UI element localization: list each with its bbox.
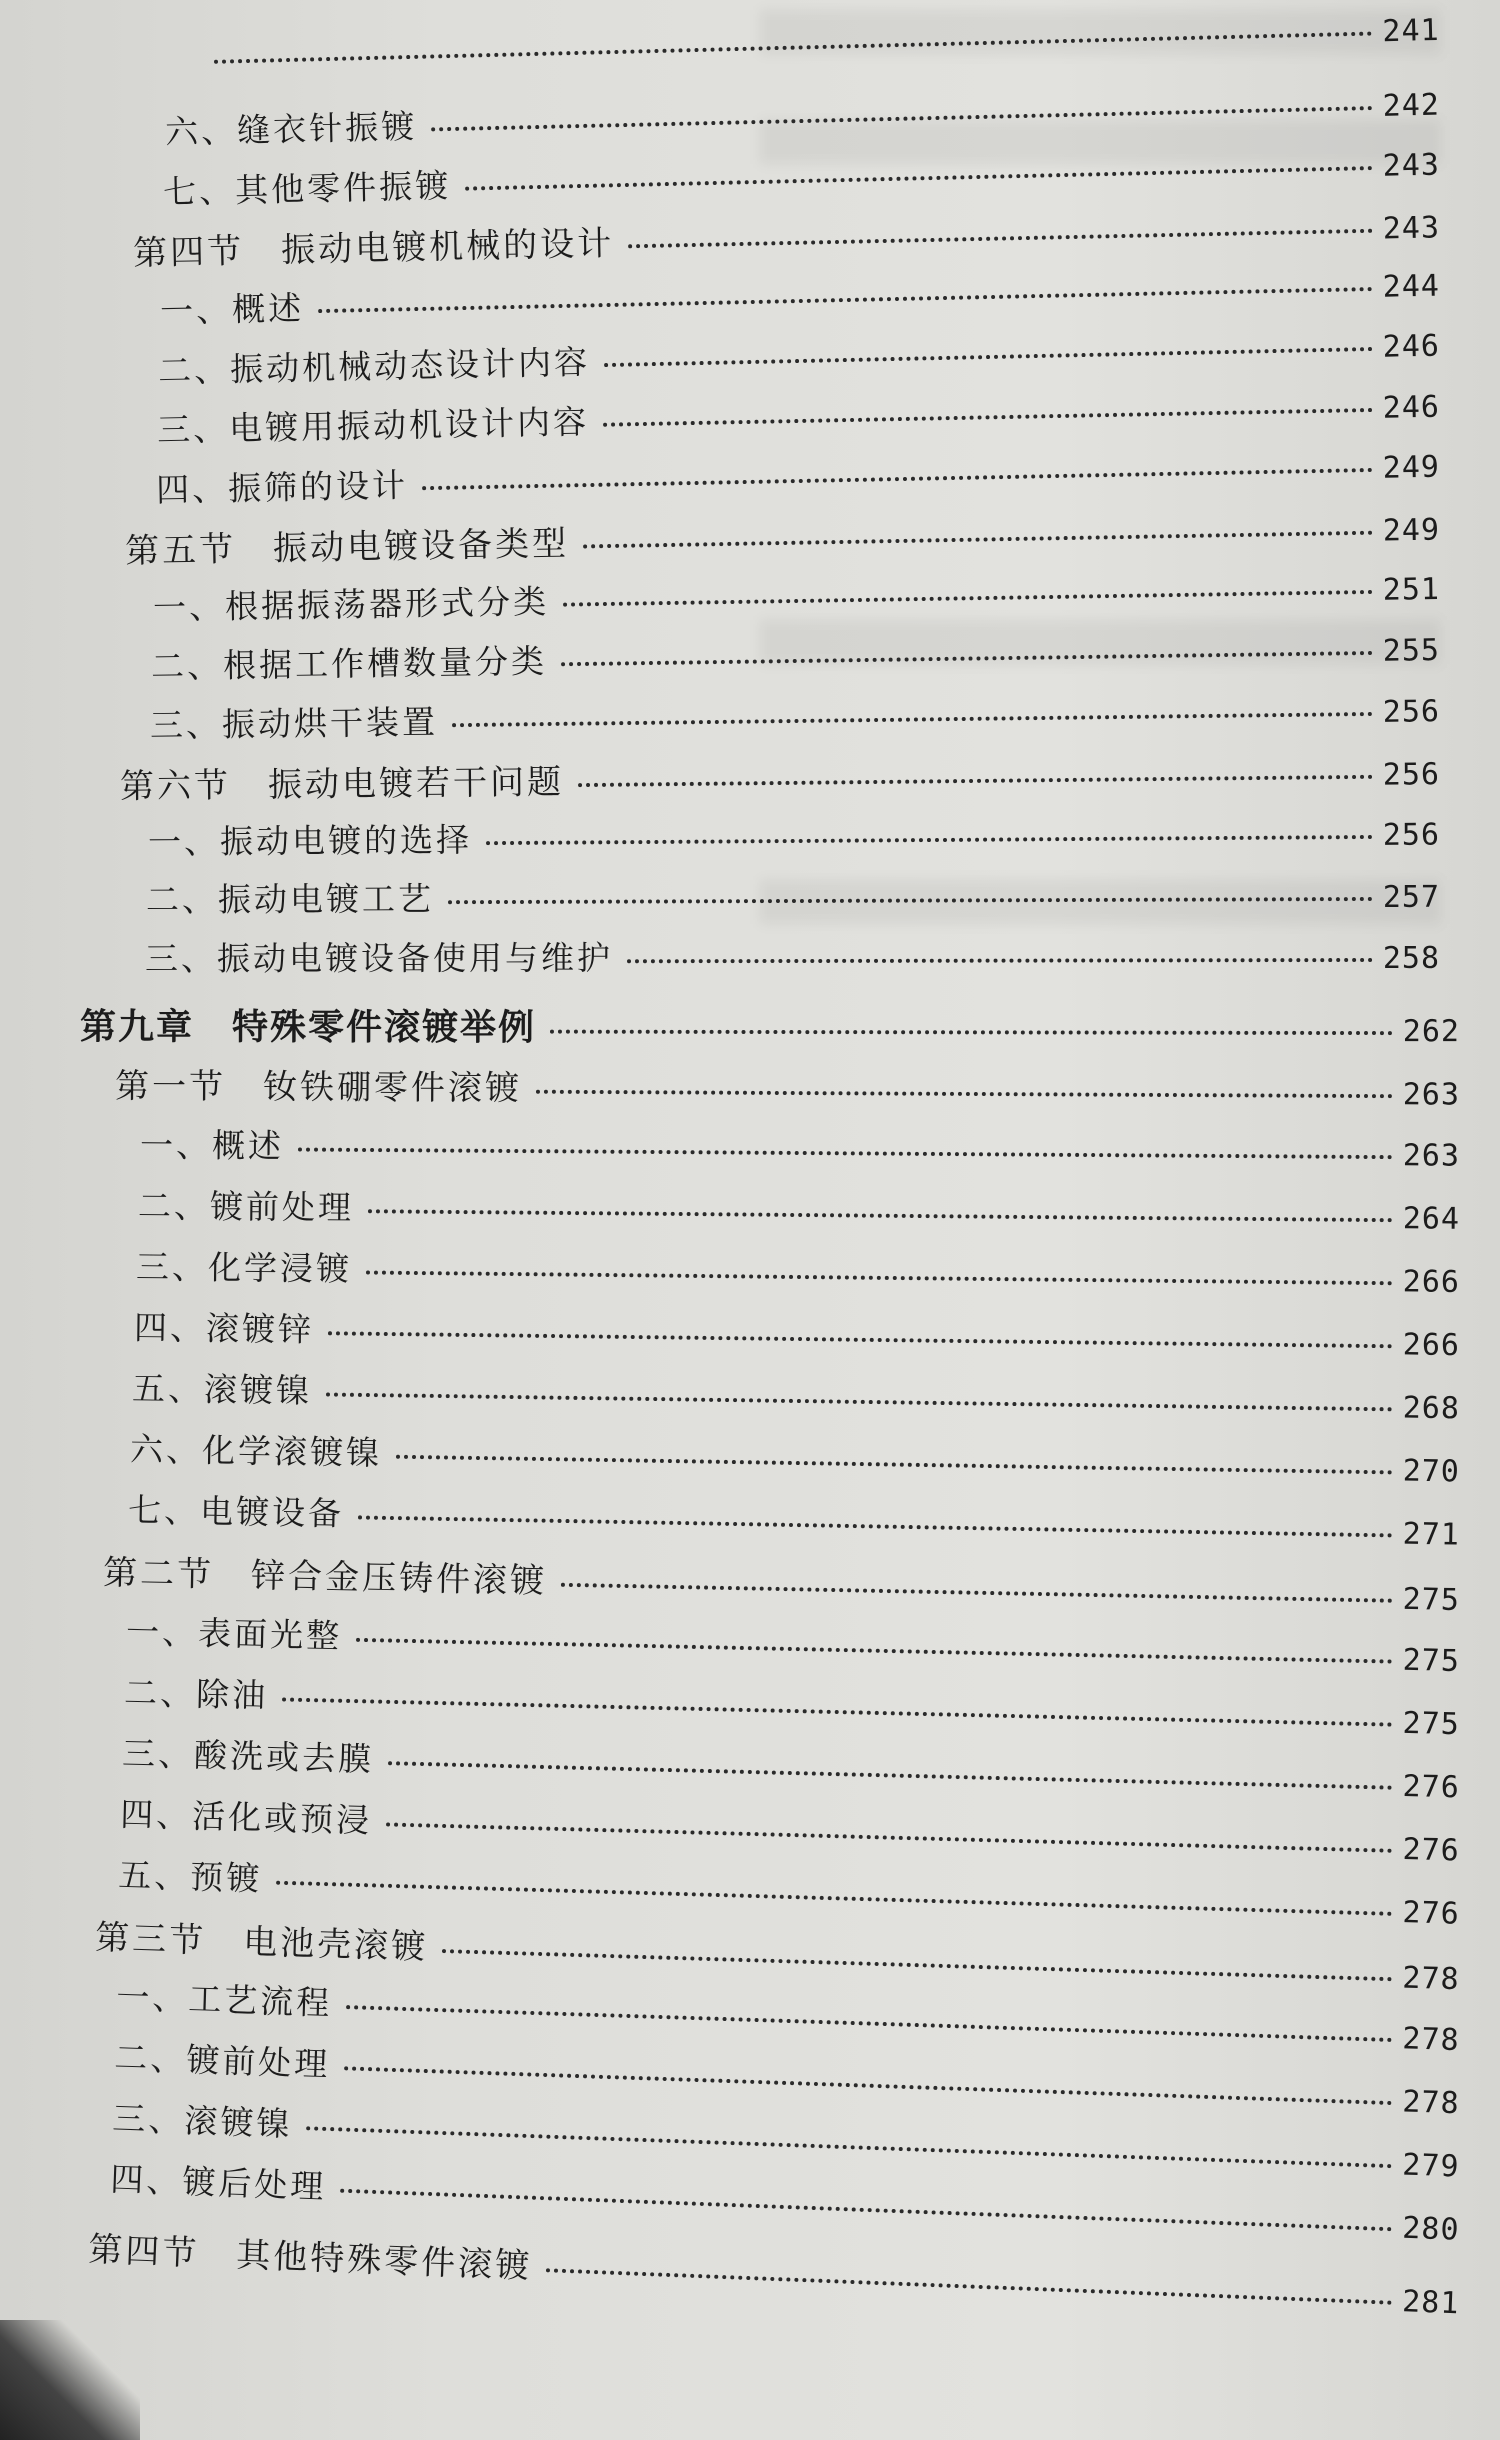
toc-entry-title: 六、缝衣针振镀 [164,106,418,152]
toc-entry-title: 第二节 锌合金压铸件滚镀 [102,1552,548,1602]
dot-leader [214,31,1373,63]
toc-page-number: 278 [1401,2021,1461,2059]
toc-entry-title: 一、振动电镀的选择 [147,820,473,862]
dot-leader [306,2126,1392,2168]
dot-leader [422,468,1373,490]
dot-leader [386,1822,1393,1852]
toc-entry-title: 六、化学滚镀镍 [129,1429,383,1473]
toc-page-number: 263 [1402,1077,1461,1113]
toc-entry-title: 三、振动电镀设备使用与维护 [144,938,614,979]
toc-page-number: 251 [1382,571,1441,608]
toc-page-number: 278 [1401,2084,1461,2122]
dot-leader [328,1331,1393,1348]
toc-page-number: 256 [1382,817,1441,853]
toc-entry [148,807,1440,868]
toc-entry-title: 四、振筛的设计 [155,465,409,510]
toc-entry-title: 七、电镀设备 [127,1490,345,1534]
dot-leader [442,1949,1393,1981]
toc-entry [146,870,1440,927]
toc-page-number: 266 [1402,1327,1461,1364]
dot-leader [326,1392,1393,1411]
toc-entry [115,1058,1460,1117]
toc-page-number: 276 [1402,1768,1461,1806]
toc-entry [138,1180,1460,1244]
toc-entry-title: 二、除油 [123,1672,269,1716]
toc-entry-title: 五、滚镀镍 [131,1368,313,1411]
toc-entry-title: 四、活化或预浸 [119,1794,373,1841]
dot-leader [448,897,1373,904]
toc-entry [130,1424,1461,1497]
toc-entry [151,623,1441,693]
dot-leader [546,2268,1392,2305]
toc-page-number: 243 [1382,210,1441,247]
dot-leader [486,835,1373,845]
toc-entry-title: 一、表面光整 [125,1612,343,1656]
toc-entry [120,745,1440,811]
dot-leader [604,347,1373,367]
toc-page-number: 263 [1402,1138,1461,1174]
dot-leader [452,712,1373,727]
toc-entry-title: 七、其他零件振镀 [162,165,452,212]
dot-leader [550,1030,1393,1035]
dot-leader [356,1638,1393,1664]
dot-leader [563,590,1373,607]
toc-entry-title: 一、概述 [139,1125,285,1166]
toc-entry-title: 二、振动机械动态设计内容 [157,342,591,391]
toc-page-number: 246 [1382,389,1441,426]
toc-page-number: 276 [1402,1832,1461,1869]
toc-page-number: 256 [1382,757,1441,793]
page-shadow [0,2320,140,2440]
toc-page-number: 266 [1402,1264,1461,1300]
dot-leader [536,1090,1393,1098]
toc-entry-title: 四、镀后处理 [109,2159,328,2207]
toc-entry-title: 第三节 电池壳滚镀 [94,1917,429,1968]
toc-page-number: 241 [1382,12,1441,50]
toc-entry [136,1241,1460,1307]
toc-entry-title: 第一节 钕铁硼零件滚镀 [114,1066,523,1109]
toc-entry [132,1363,1461,1434]
dot-leader [627,958,1373,963]
toc-page-number: 271 [1402,1516,1461,1553]
dot-leader [628,229,1373,249]
toc-page-number: 257 [1382,879,1441,915]
toc-entry-title: 第五节 振动电镀设备类型 [124,523,570,572]
toc-entry-title: 三、振动烘干装置 [149,702,439,745]
toc-page-number: 280 [1401,2210,1461,2248]
toc-page-number: 249 [1382,512,1441,549]
toc-page-number: 244 [1382,268,1441,305]
toc-page-number: 275 [1402,1581,1461,1619]
dot-leader [282,1697,1393,1726]
toc-entry-title: 第六节 振动电镀若干问题 [119,762,565,807]
toc-page-number: 255 [1382,633,1441,669]
toc-page-number: 262 [1402,1014,1461,1050]
toc-entry-title: 二、振动电镀工艺 [145,879,435,920]
toc-page-number: 264 [1402,1201,1461,1237]
toc-entry-title: 第四节 振动电镀机械的设计 [132,223,615,274]
toc-entry-title: 五、预镀 [117,1855,263,1899]
dot-leader [318,287,1373,313]
toc-page-number: 270 [1402,1453,1461,1490]
toc-entry-title: 一、概述 [159,288,305,331]
dot-leader [276,1881,1392,1916]
toc-page-number: 276 [1402,1895,1461,1932]
dot-leader [583,531,1373,549]
toc-entry-title: 二、镀前处理 [113,2037,331,2084]
dot-leader [578,775,1373,787]
toc-page-number: 242 [1382,87,1441,124]
toc-page-number: 249 [1382,449,1441,486]
toc-entry-title: 四、滚镀锌 [133,1307,315,1350]
toc-page-number: 278 [1401,1960,1461,1998]
dot-leader [431,106,1373,131]
toc-page-number: 275 [1402,1642,1461,1679]
toc-page-number: 243 [1382,147,1441,184]
toc-page-number: 281 [1401,2284,1461,2322]
dot-leader [358,1515,1393,1537]
dot-leader [561,651,1373,666]
toc-entry-title: 第九章 特殊零件滚镀举例 [79,1005,537,1049]
toc-entry [80,999,1460,1053]
toc-entry-title: 三、酸洗或去膜 [121,1733,375,1779]
dot-leader [340,2189,1392,2232]
dot-leader [368,1209,1393,1222]
toc-page-number: 275 [1402,1705,1461,1743]
dot-leader [366,1270,1393,1285]
toc-page-number: 279 [1401,2147,1461,2185]
toc-page-number: 246 [1382,328,1441,365]
dot-leader [465,166,1373,191]
toc-entry-title: 一、工艺流程 [115,1976,333,2023]
toc-entry [153,562,1441,634]
dot-leader [396,1455,1393,1475]
toc-entry [134,1302,1461,1370]
dot-leader [344,2066,1392,2105]
dot-leader [561,1583,1393,1603]
toc-entry-title: 三、化学浸镀 [135,1247,353,1289]
dot-leader [603,408,1373,427]
dot-leader [298,1147,1393,1159]
dot-leader [346,2005,1392,2042]
toc-entry-title: 一、根据振荡器形式分类 [152,581,550,628]
toc-entry-title: 二、根据工作槽数量分类 [150,641,548,686]
toc-page-number: 256 [1382,694,1441,730]
toc-entry-title: 二、镀前处理 [137,1186,355,1228]
toc-page-number: 268 [1402,1390,1461,1427]
toc-entry [145,931,1440,985]
toc-entry-title: 三、滚镀镍 [111,2098,293,2144]
toc-entry-title: 第四节 其他特殊零件滚镀 [87,2229,533,2287]
toc-entry [140,1119,1460,1180]
dot-leader [388,1761,1393,1790]
toc-page-number: 258 [1382,940,1441,976]
toc-entry [150,684,1441,752]
toc-entry-title: 三、电镀用振动机设计内容 [156,402,590,450]
